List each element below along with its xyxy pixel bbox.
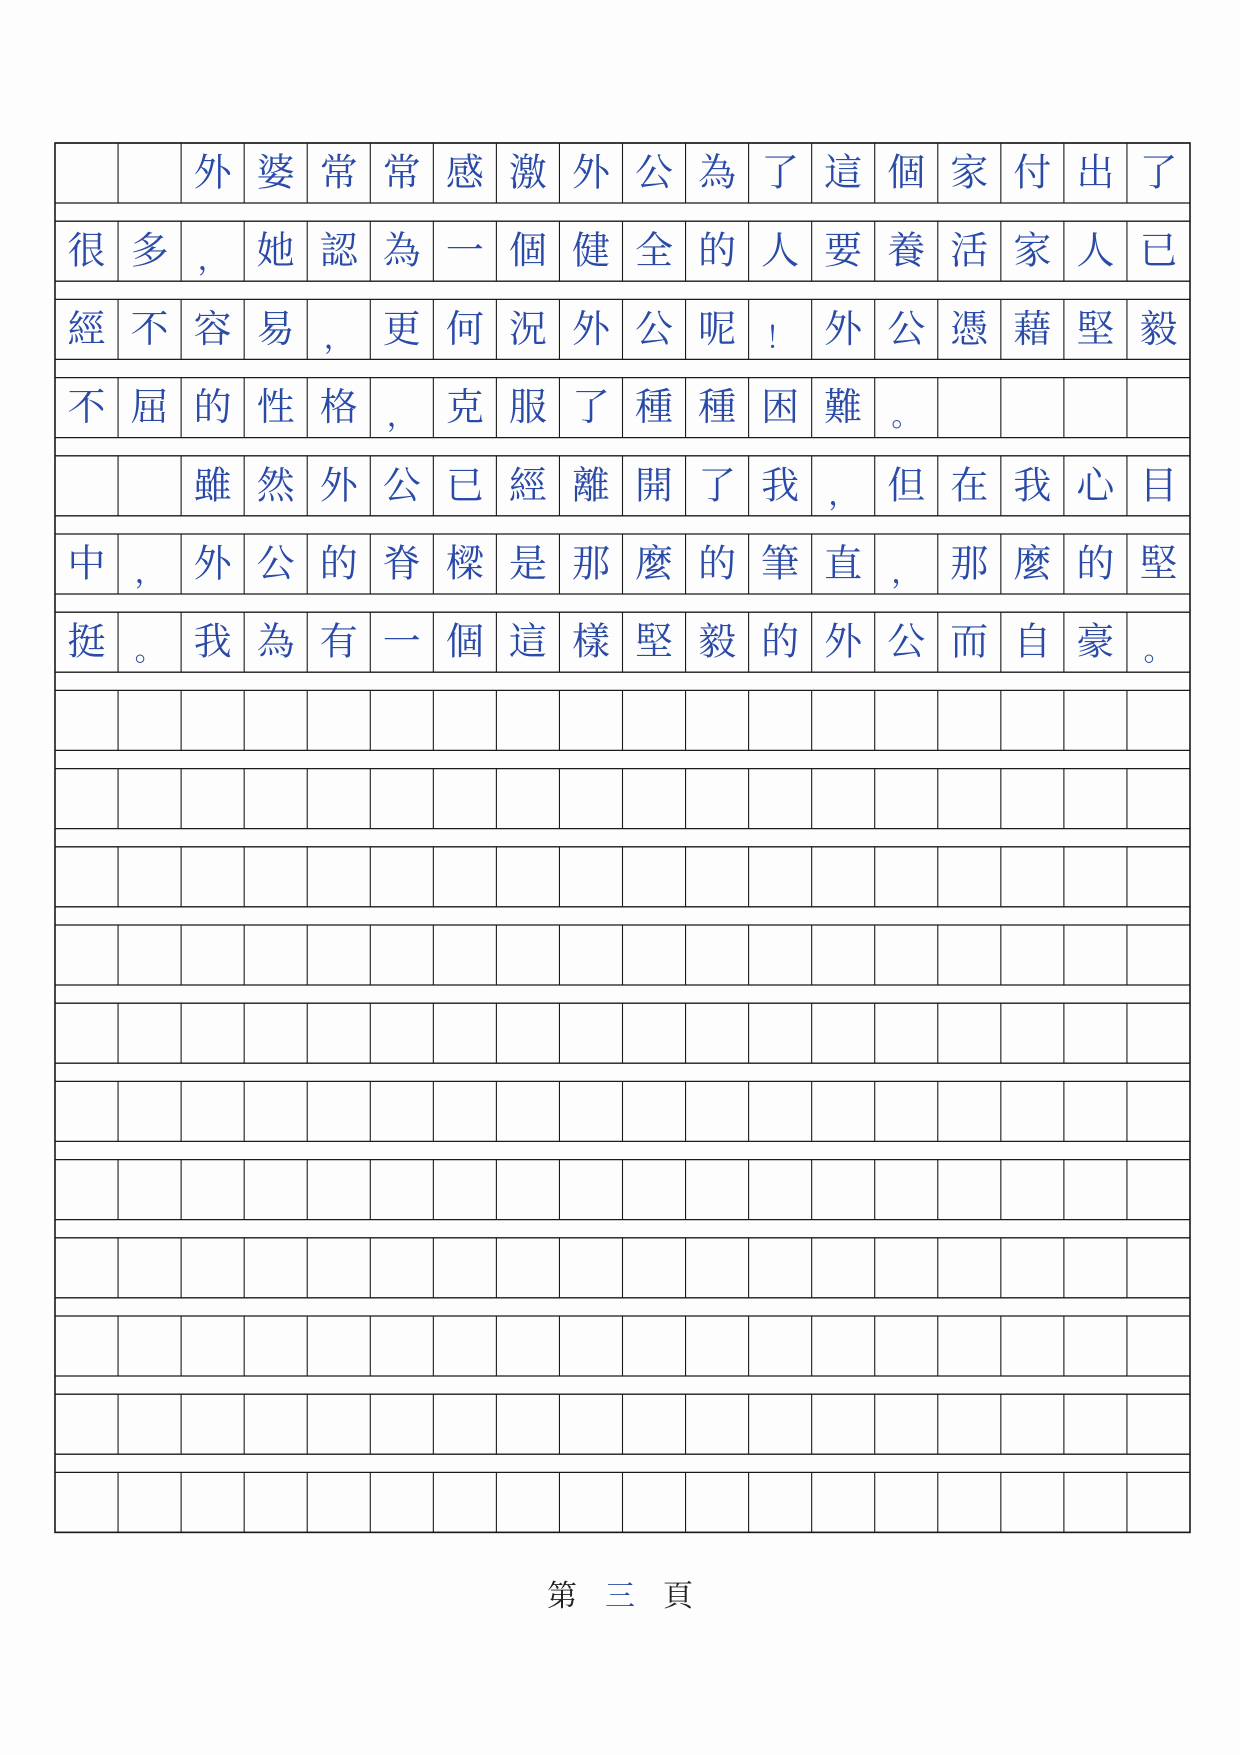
handwritten-char: 不	[67, 385, 106, 430]
handwritten-char: 這	[824, 150, 863, 195]
grid-row	[55, 690, 1190, 750]
handwritten-char: 我	[193, 619, 232, 664]
handwritten-char: 的	[319, 541, 358, 586]
handwritten-char: 心	[1076, 463, 1115, 508]
handwritten-char: 不	[130, 306, 169, 351]
handwritten-char: 但	[887, 463, 926, 508]
handwritten-char: 開	[635, 463, 674, 508]
handwritten-char: 全	[635, 228, 674, 273]
handwritten-char: 我	[1013, 463, 1052, 508]
handwritten-char: 公	[635, 150, 674, 195]
handwritten-char: 有	[319, 619, 358, 664]
handwritten-char: 常	[319, 150, 358, 195]
handwritten-char: 出	[1076, 150, 1115, 195]
handwritten-char: ，	[828, 477, 859, 513]
grid-row	[55, 143, 1190, 203]
handwritten-char: 堅	[1139, 541, 1178, 586]
handwritten-char: 人	[1076, 228, 1115, 273]
handwritten-char: 堅	[1076, 306, 1115, 351]
handwritten-char: 這	[508, 619, 547, 664]
handwritten-char: 困	[761, 385, 800, 430]
handwritten-char: 服	[508, 385, 547, 430]
handwritten-char: 一	[445, 228, 484, 273]
handwritten-char: 。	[1143, 633, 1174, 669]
handwritten-char: 認	[319, 228, 358, 273]
grid-row	[55, 1003, 1190, 1063]
handwritten-char: 活	[950, 228, 989, 273]
handwritten-char: 外	[824, 619, 863, 664]
handwritten-char: 的	[698, 541, 737, 586]
footer-suffix: 頁	[663, 1579, 693, 1614]
handwritten-char: 的	[761, 619, 800, 664]
handwritten-char: 何	[445, 306, 484, 351]
handwritten-char: 很	[67, 228, 106, 273]
handwritten-char: 的	[1076, 541, 1115, 586]
handwritten-char: ，	[134, 555, 165, 591]
grid-row	[55, 456, 1190, 516]
handwritten-char: ，	[323, 320, 354, 356]
handwritten-char: 家	[1013, 228, 1052, 273]
handwritten-char: 更	[382, 306, 421, 351]
handwritten-char: 中	[67, 541, 106, 586]
grid-row	[55, 1081, 1190, 1141]
handwritten-char: 種	[635, 385, 674, 430]
handwritten-char: 麼	[635, 541, 674, 586]
handwritten-char: ，	[197, 242, 228, 278]
handwritten-char: 那	[950, 541, 989, 586]
handwritten-char: 樣	[571, 619, 610, 664]
handwritten-char: 婆	[256, 150, 295, 195]
handwritten-char: 外	[193, 541, 232, 586]
handwritten-char: 為	[698, 150, 737, 195]
handwritten-char: 的	[698, 228, 737, 273]
handwritten-char: 克	[445, 385, 484, 430]
handwritten-char: 自	[1013, 619, 1052, 664]
handwritten-char: 公	[887, 306, 926, 351]
handwritten-char: 個	[508, 228, 547, 273]
handwritten-char: 為	[256, 619, 295, 664]
handwritten-char: 為	[382, 228, 421, 273]
handwritten-char: 經	[508, 463, 547, 508]
page-number: 三	[605, 1579, 635, 1614]
grid-row	[55, 378, 1190, 438]
handwritten-char: 毅	[698, 619, 737, 664]
handwritten-char: 況	[508, 306, 547, 351]
handwritten-char: 外	[571, 306, 610, 351]
handwritten-char: 外	[193, 150, 232, 195]
handwritten-char: 她	[256, 228, 295, 273]
handwritten-char: 一	[382, 619, 421, 664]
handwritten-char: 人	[761, 228, 800, 273]
handwritten-char: 難	[824, 385, 863, 430]
handwritten-char: 養	[887, 228, 926, 273]
handwritten-char: 那	[571, 541, 610, 586]
handwritten-char: 樑	[445, 541, 484, 586]
handwritten-char: 目	[1139, 463, 1178, 508]
handwritten-char: 。	[891, 399, 922, 435]
handwritten-char: 了	[571, 385, 610, 430]
handwritten-char: 要	[824, 228, 863, 273]
handwritten-char: 憑	[950, 306, 989, 351]
grid-row	[55, 221, 1190, 281]
handwritten-char: 已	[445, 463, 484, 508]
handwritten-char: 筆	[761, 541, 800, 586]
page-footer	[0, 1571, 1240, 1615]
handwritten-char: 的	[193, 385, 232, 430]
handwritten-char: 家	[950, 150, 989, 195]
handwritten-char: 在	[950, 463, 989, 508]
handwritten-char: 外	[319, 463, 358, 508]
handwritten-char: 感	[445, 150, 484, 195]
handwritten-char: 付	[1013, 150, 1052, 195]
handwritten-char: 。	[134, 633, 165, 669]
handwritten-char: 而	[950, 619, 989, 664]
handwritten-char: 了	[1139, 150, 1178, 195]
handwritten-char: 常	[382, 150, 421, 195]
handwritten-char: 了	[761, 150, 800, 195]
handwritten-char: 外	[824, 306, 863, 351]
handwritten-char: 容	[193, 306, 232, 351]
handwritten-char: 藉	[1013, 306, 1052, 351]
handwritten-char: 易	[256, 306, 295, 351]
grid-row	[55, 847, 1190, 907]
handwritten-char: 豪	[1076, 619, 1115, 664]
handwritten-char: 健	[571, 228, 610, 273]
handwritten-char: 脊	[382, 541, 421, 586]
grid-row	[55, 1472, 1190, 1532]
grid-row	[55, 534, 1190, 594]
grid-row	[55, 1316, 1190, 1376]
handwritten-char: 屈	[130, 385, 169, 430]
handwritten-char: 離	[571, 463, 610, 508]
handwritten-char: 公	[635, 306, 674, 351]
handwritten-char: 毅	[1139, 306, 1178, 351]
grid-row	[55, 612, 1190, 672]
handwritten-char: 公	[887, 619, 926, 664]
grid-row	[55, 1160, 1190, 1220]
handwritten-char: 我	[761, 463, 800, 508]
grid-row	[55, 925, 1190, 985]
grid-row	[55, 1394, 1190, 1454]
handwritten-char: 了	[698, 463, 737, 508]
handwritten-char: 公	[256, 541, 295, 586]
handwritten-char: 種	[698, 385, 737, 430]
handwritten-char: 直	[824, 541, 863, 586]
handwritten-char: 挺	[67, 619, 106, 664]
handwritten-char: 外	[571, 150, 610, 195]
handwritten-char: 個	[887, 150, 926, 195]
handwritten-char: 麼	[1013, 541, 1052, 586]
handwritten-char: 雖	[193, 463, 232, 508]
grid-row	[55, 299, 1190, 359]
handwritten-char: 是	[508, 541, 547, 586]
handwritten-char: 已	[1139, 228, 1178, 273]
handwritten-char: ！	[765, 320, 796, 356]
handwritten-char: 格	[319, 385, 358, 430]
handwritten-char: 經	[67, 306, 106, 351]
handwritten-char: 多	[130, 228, 169, 273]
grid-row	[55, 1238, 1190, 1298]
handwritten-char: 呢	[698, 306, 737, 351]
handwritten-char: ，	[891, 555, 922, 591]
handwritten-char: 然	[256, 463, 295, 508]
footer-prefix: 第	[547, 1579, 577, 1614]
handwritten-char: 個	[445, 619, 484, 664]
handwritten-char: 激	[508, 150, 547, 195]
handwritten-char: ，	[386, 399, 417, 435]
handwritten-char: 性	[256, 385, 295, 430]
grid-row	[55, 769, 1190, 829]
handwritten-char: 公	[382, 463, 421, 508]
handwritten-char: 堅	[635, 619, 674, 664]
